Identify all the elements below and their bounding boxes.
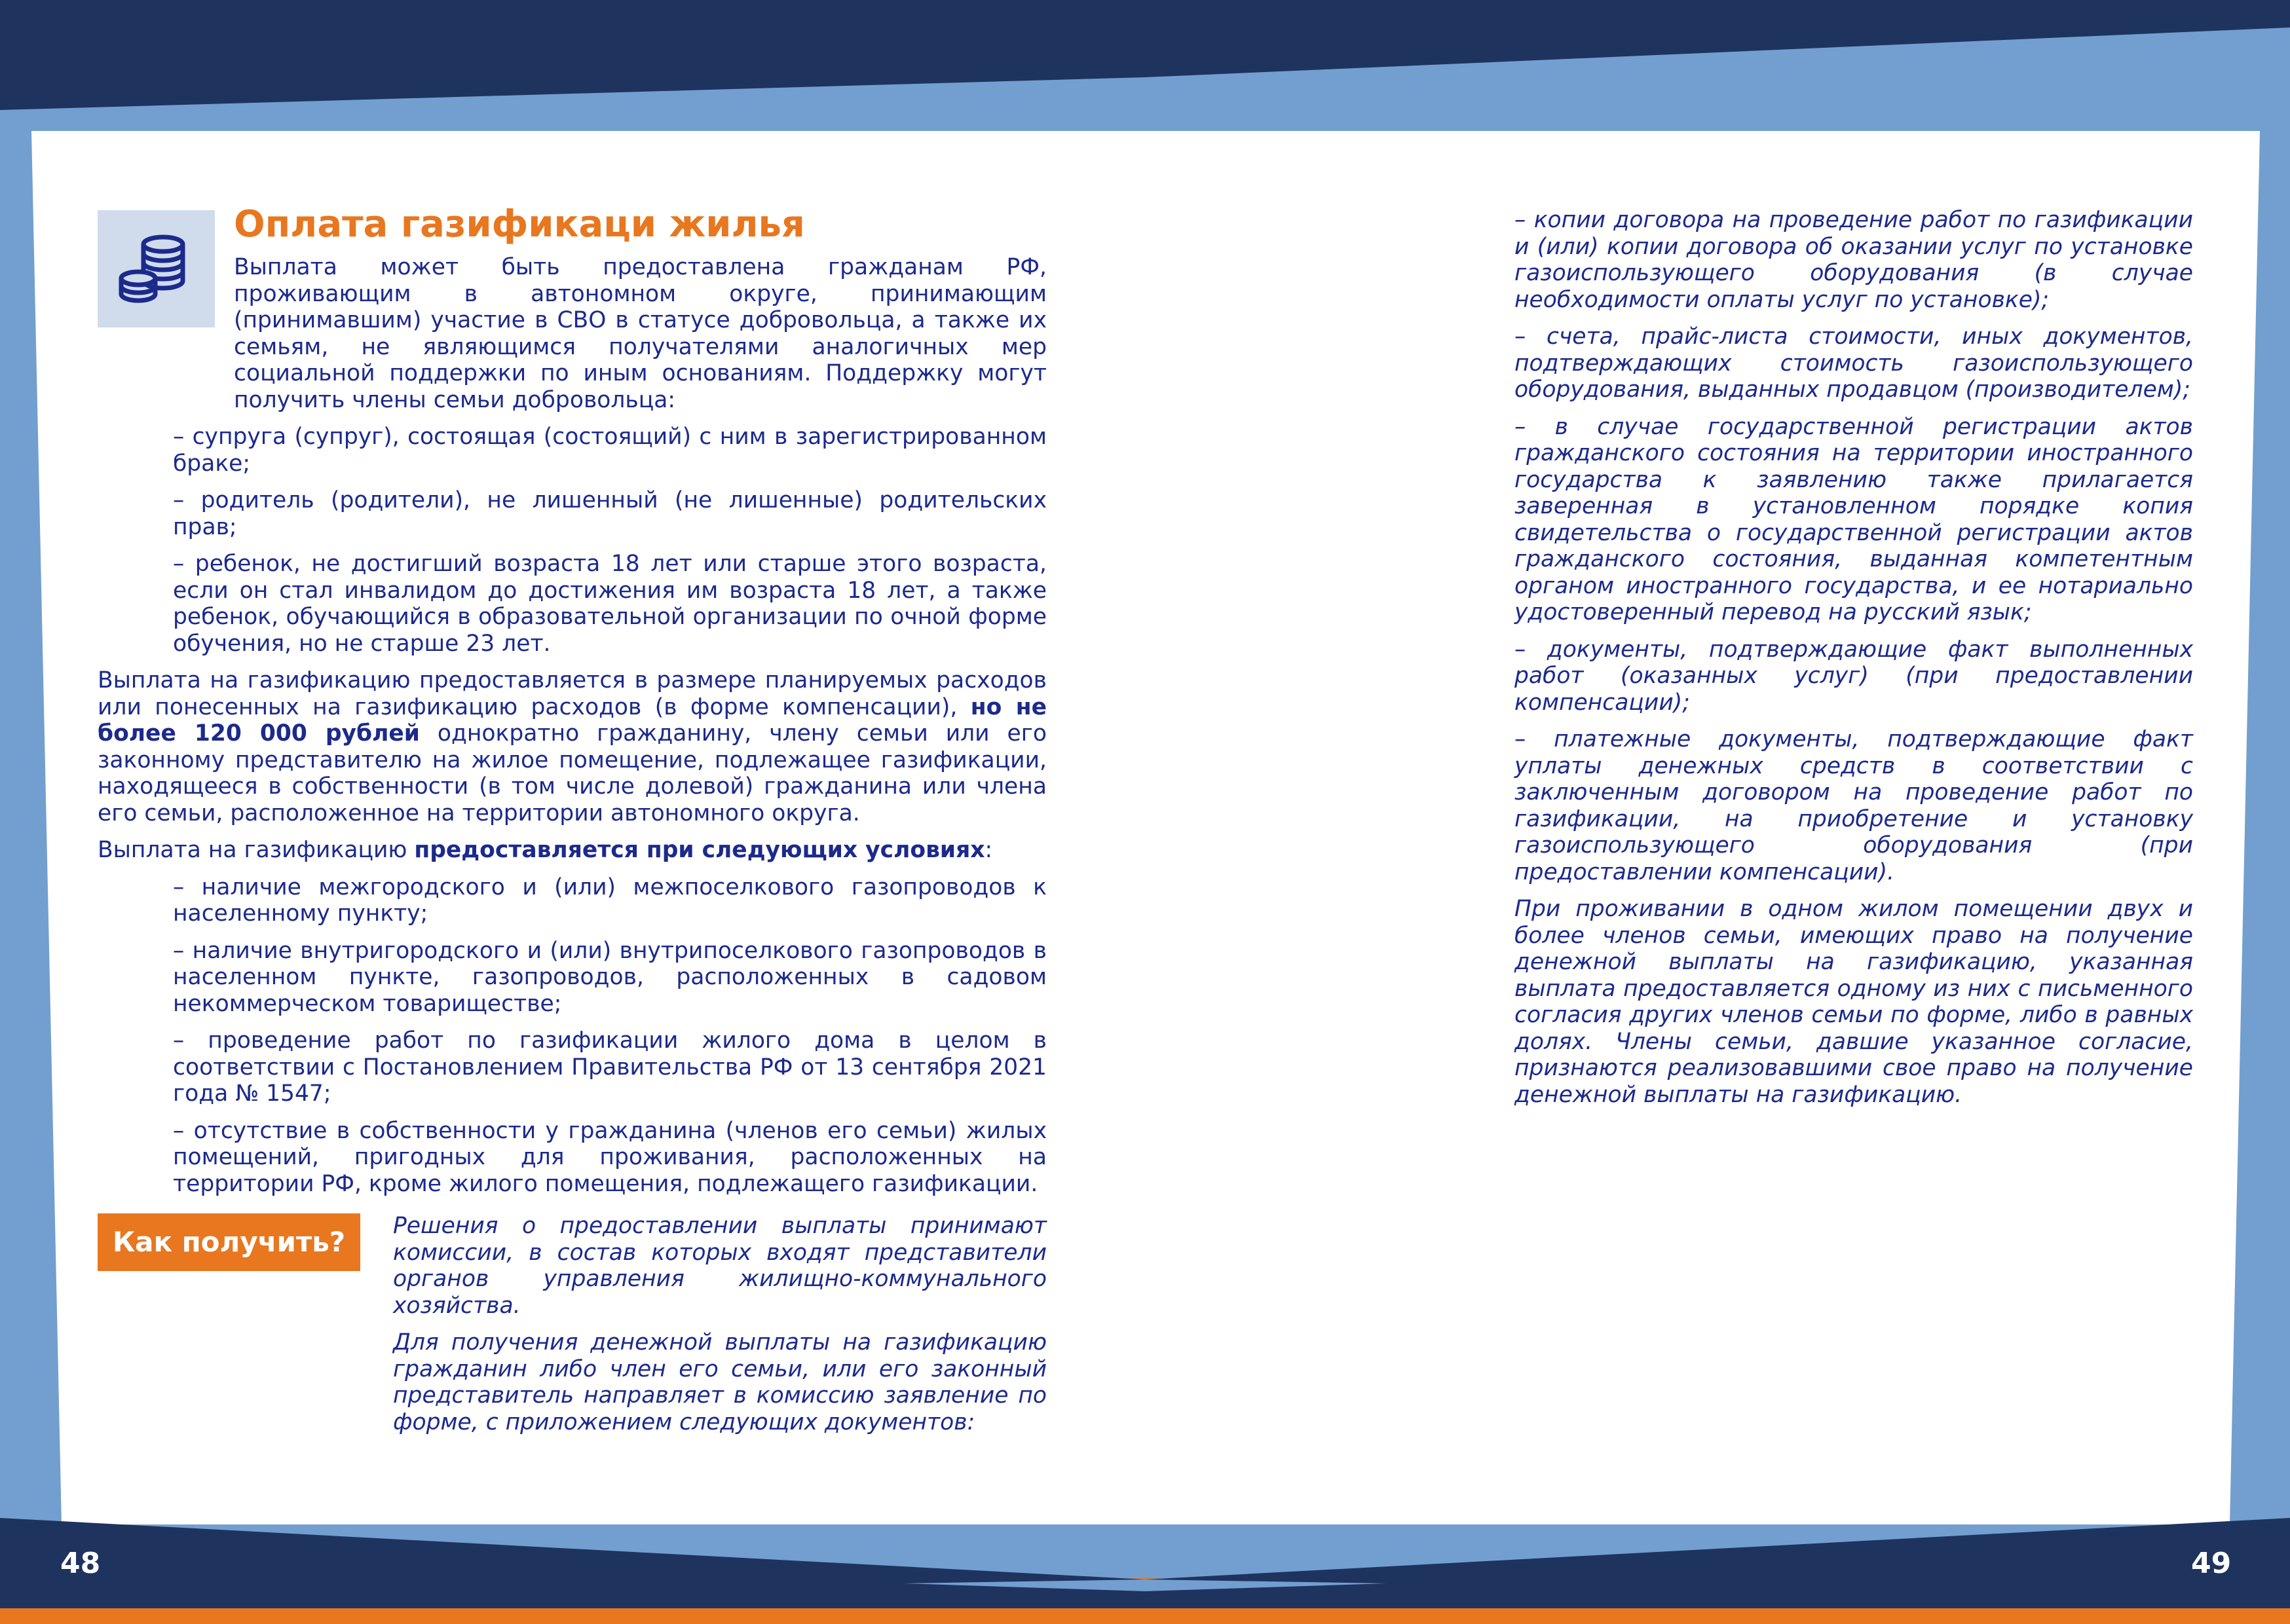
member-item-parent: – родитель (родители), не лишенный (не лишенные) родительских прав; bbox=[173, 487, 1047, 540]
right-column bbox=[1514, 207, 2193, 1118]
member-item-child: – ребенок, не достигший возраста 18 лет или старше этого возраста, если он стал инвалидом до достижения им возраста 18 лет, а также ребенок, обучающийся в образовательной организации по очной форме обучения, но не старше 23 лет. bbox=[173, 551, 1047, 657]
amount-paragraph: Выплата на газификацию предоставляется в размере планируемых расходов или понесенных на газификацию расходов (в форме компенсации), но не более 120 000 рублей однократно гражданину, члену семьи или его законному представителю на жилое помещение, подлежащее газификации, находящееся в собственности (в том числе долевой) гражданина или члена его семьи, расположенное на территории автономного округа. bbox=[98, 667, 1047, 826]
document-item: – счета, прайс-листа стоимости, иных документов, подтверждающих стоимость газоиспользующего оборудования, выданных продавцом (производителем); bbox=[1514, 323, 2193, 403]
page-number-left: 48 bbox=[60, 1547, 101, 1580]
document-item: – документы, подтверждающие факт выполненных работ (оказанных услуг) (при предоставлении компенсации); bbox=[1514, 636, 2193, 716]
shared-residence-paragraph: При проживании в одном жилом помещении двух и более членов семьи, имеющих право на получение денежной выплаты на газификацию, указанная выплата предоставляется одному из них с письменного согласия других членов семьи по форме, либо в равных долях. Члены семьи, давшие указанное согласие, признаются реализовавшими свое право на получение денежной выплаты на газификацию. bbox=[1514, 896, 2193, 1108]
how-to-text bbox=[393, 1213, 1047, 1446]
intro-paragraph: Выплата может быть предоставлена гражданам РФ, проживающим в автономном округе, принимающим (принимавшим) участие в СВО в статусе добровольца, а также их семьям, не являющимся получателями аналогичных мер социальной поддержки по иным основаниям. Поддержку могут получить члены семьи добровольца: bbox=[234, 254, 1047, 413]
document-item: – копии договора на проведение работ по газификации и (или) копии договора об оказании услуг по установке газоиспользующего оборудования (в случае необходимости оплаты услуг по установке); bbox=[1514, 207, 2193, 313]
conditions-intro: Выплата на газификацию предоставляется при следующих условиях: bbox=[98, 837, 993, 863]
condition-item: – отсутствие в собственности у гражданина (членов его семьи) жилых помещений, пригодных для проживания, расположенных на территории РФ, кроме жилого помещения, подлежащего газификации. bbox=[173, 1117, 1047, 1197]
page-number-right: 49 bbox=[2191, 1547, 2232, 1580]
amount-highlight: но не более 120 000 рублей bbox=[98, 693, 1047, 747]
condition-item: – проведение работ по газификации жилого дома в целом в соответствии с Постановлением Правительства РФ от 13 сентября 2021 года № 1547; bbox=[173, 1027, 1047, 1107]
how-to-badge: Как получить? bbox=[98, 1213, 360, 1271]
left-column bbox=[98, 254, 1047, 1208]
condition-item: – наличие межгородского и (или) межпоселкового газопроводов к населенному пункту; bbox=[173, 874, 1047, 927]
document-item: – платежные документы, подтверждающие факт уплаты денежных средств в соответствии с заключенным договором на проведение работ по газификации, на приобретение и установку газоиспользующего оборудования (при предоставлении компенсации). bbox=[1514, 726, 2193, 885]
how-to-paragraph: Решения о предоставлении выплаты принимают комиссии, в состав которых входят представители органов управления жилищно-коммунального хозяйства. bbox=[393, 1213, 1047, 1319]
conditions-highlight: предоставляется при следующих условиях bbox=[414, 837, 985, 863]
document-item: – в случае государственной регистрации актов гражданского состояния на территории иностранного государства к заявлению также прилагается заверенная в установленном порядке копия свидетельства о государственной регистрации актов гражданского состояния, выданная компетентным органом иностранного государства, и ее нотариально удостоверенный перевод на русский язык; bbox=[1514, 413, 2193, 625]
page-title: Оплата газификаци жилья bbox=[234, 203, 805, 246]
how-to-paragraph: Для получения денежной выплаты на газификацию гражданин либо член его семьи, или его законный представитель направляет в комиссию заявление по форме, с приложением следующих документов: bbox=[393, 1329, 1047, 1435]
member-item-spouse: – супруга (супруг), состоящая (состоящий) с ним в зарегистрированном браке; bbox=[173, 424, 1047, 477]
condition-item: – наличие внутригородского и (или) внутрипоселкового газопроводов в населенном пункте, газопроводов, расположенных в садовом некоммерческом товариществе; bbox=[173, 937, 1047, 1017]
